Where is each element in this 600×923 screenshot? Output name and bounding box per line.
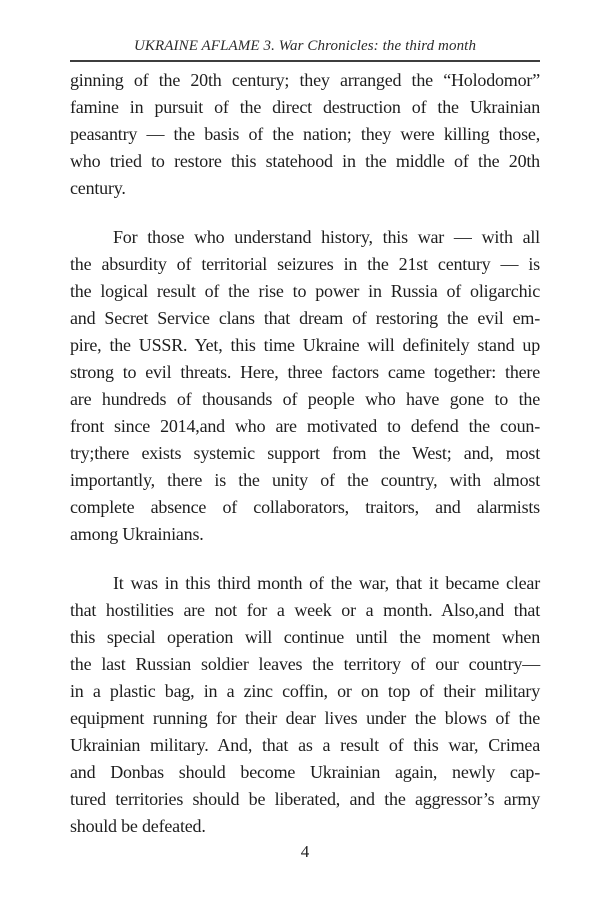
text-line: the logical result of the rise to power in Russia of oligarchic (70, 281, 540, 301)
page-body (70, 67, 540, 840)
text-line: peasantry — the basis of the nation; they were killing those, (70, 124, 540, 144)
text-line: among Ukrainians. (70, 524, 204, 544)
running-header-title: UKRAINE AFLAME 3. War Chronicles: the third month (133, 38, 477, 54)
text-line: tured territories should be liberated, and the aggressor’s army (70, 789, 540, 809)
text-line: are hundreds of thousands of people who have gone to the (70, 389, 540, 409)
text-line: and Donbas should become Ukrainian again, newly cap- (70, 762, 540, 782)
text-line: front since 2014,and who are motivated to defend the coun- (70, 416, 540, 436)
text-line: ginning of the 20th century; they arranged the “Holodomor” (70, 70, 540, 90)
text-line: try;there exists systemic support from the West; and, most (70, 443, 540, 463)
text-line: pire, the USSR. Yet, this time Ukraine will definitely stand up (70, 335, 540, 355)
text-line: century. (70, 178, 126, 198)
text-line: this special operation will continue until the moment when (70, 627, 540, 647)
text-line: importantly, there is the unity of the country, with almost (70, 470, 540, 490)
running-header (70, 37, 540, 62)
text-line: the absurdity of territorial seizures in the 21st century — is (70, 254, 540, 274)
text-line: For those who understand history, this war — with all (113, 227, 540, 247)
text-line: who tried to restore this statehood in the middle of the 20th (70, 151, 540, 171)
header-rule-divider (70, 60, 540, 62)
text-line: in a plastic bag, in a zinc coffin, or on top of their military (70, 681, 540, 701)
text-line: famine in pursuit of the direct destruction of the Ukrainian (70, 97, 540, 117)
text-line: Ukrainian military. And, that as a result of this war, Crimea (70, 735, 540, 755)
paragraph-3 (70, 570, 540, 840)
text-line: that hostilities are not for a week or a month. Also,and that (70, 600, 540, 620)
page-number: 4 (300, 842, 310, 861)
paragraph-2 (70, 224, 540, 548)
text-line: It was in this third month of the war, that it became clear (113, 573, 540, 593)
text-line: and Secret Service clans that dream of restoring the evil em- (70, 308, 540, 328)
text-line: strong to evil threats. Here, three factors came together: there (70, 362, 540, 382)
text-line: complete absence of collaborators, traitors, and alarmists (70, 497, 540, 517)
text-line: the last Russian soldier leaves the territory of our country— (70, 654, 540, 674)
paragraph-1 (70, 67, 540, 202)
text-line: equipment running for their dear lives under the blows of the (70, 708, 540, 728)
text-line: should be defeated. (70, 816, 206, 836)
page-footer (70, 842, 540, 862)
